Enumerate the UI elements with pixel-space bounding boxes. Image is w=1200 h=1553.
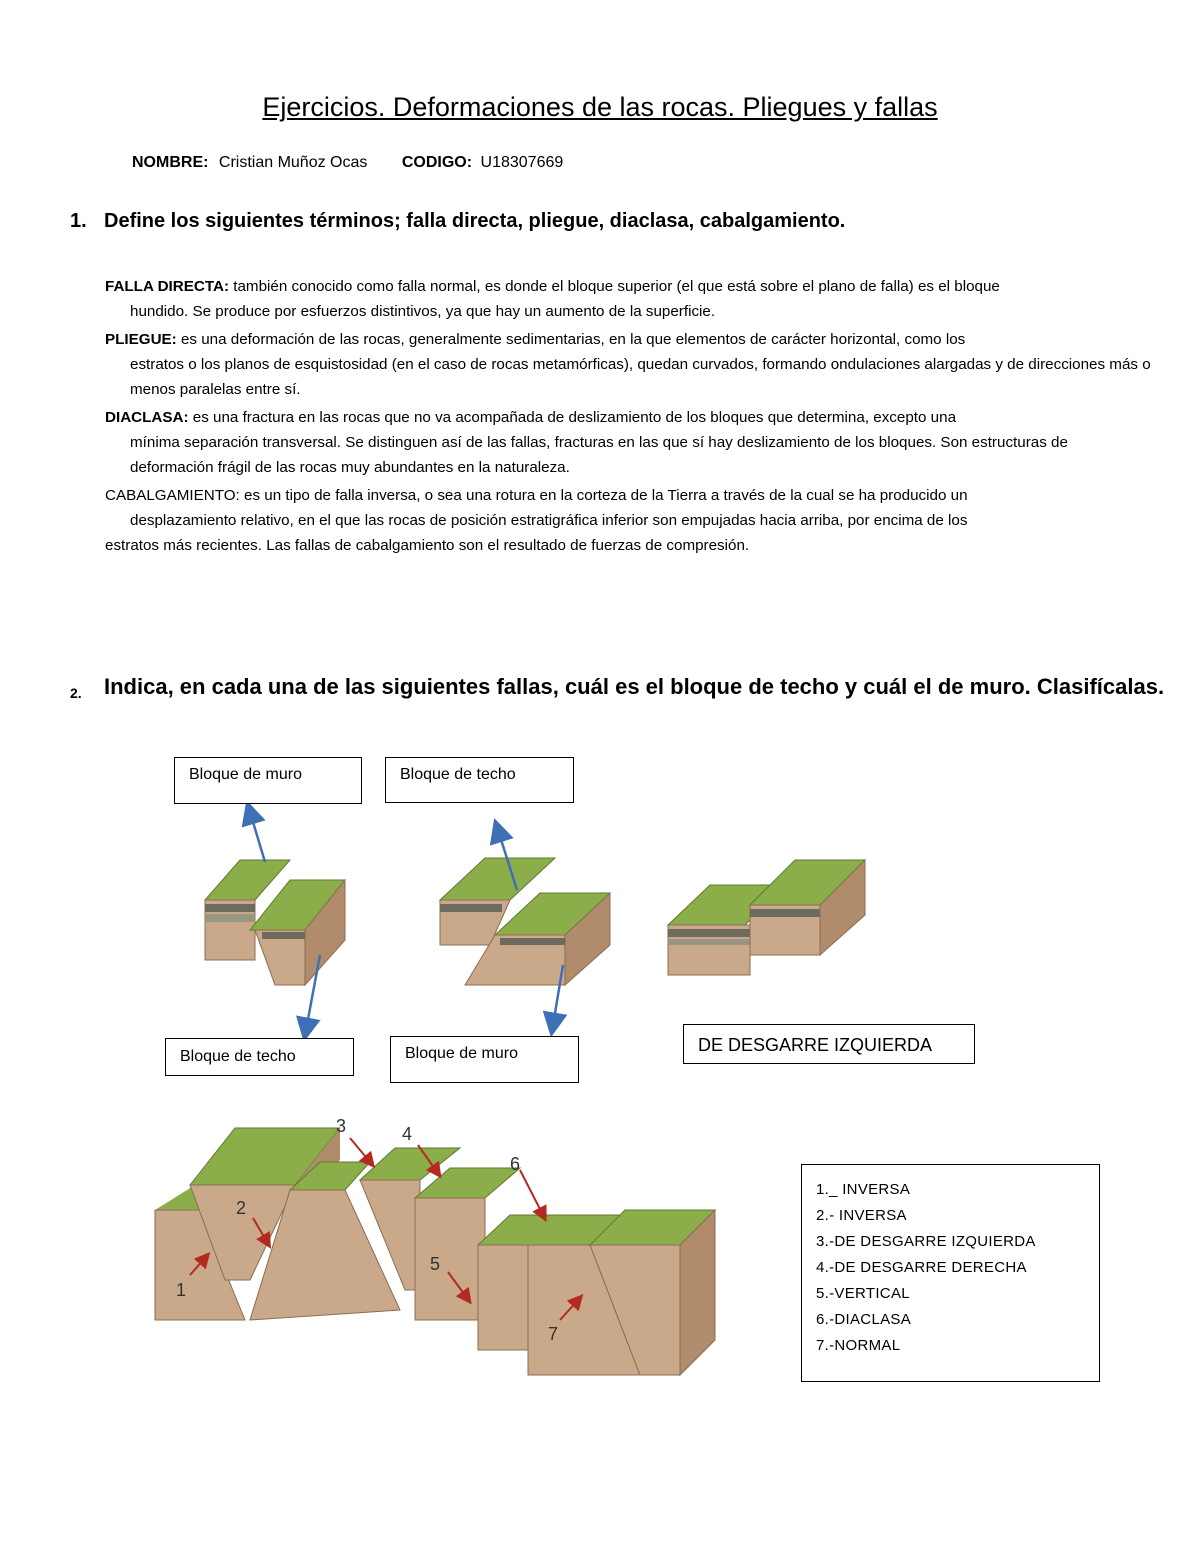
diagram-number-6: 6 [510,1154,521,1174]
definition-continuation-2: estratos más recientes. Las fallas de cabalgamiento son el resultado de fuerzas de compresión. [105,537,750,554]
label-fault1-bottom: Bloque de techo [165,1038,354,1076]
fault-block-2 [440,858,610,985]
answer-item: 7.-NORMAL [816,1337,901,1354]
name-label: NOMBRE: [132,154,209,171]
definition-continuation: hundido. Se produce por esfuerzos distintivos, ya que hay un aumento de la superficie. [130,303,716,320]
definition-line: es una deformación de las rocas, generalmente sedimentarias, en la que elementos de carácter horizontal, como los [180,331,966,348]
diagram-number-4: 4 [402,1124,413,1144]
definition-term: FALLA DIRECTA: [105,278,230,295]
diagram-number-3: 3 [336,1116,347,1136]
diagram-number-5: 5 [430,1254,441,1274]
question-1-text: Define los siguientes términos; falla directa, pliegue, diaclasa, cabalgamiento. [104,210,846,232]
label-fault2-bottom: Bloque de muro [390,1036,579,1083]
definition-term: PLIEGUE: [105,331,177,348]
fault-block-3 [668,860,865,975]
definition-continuation: desplazamiento relativo, en el que las rocas de posición estratigráfica inferior son empujadas hacia arriba, por encima de los [130,512,968,529]
definition-term: CABALGAMIENTO: [105,487,240,504]
label-fault3-classification: DE DESGARRE IZQUIERDA [683,1024,975,1064]
diagram-number-7: 7 [548,1324,559,1344]
code-value: U18307669 [480,154,564,171]
answer-item: 5.-VERTICAL [816,1285,910,1302]
answer-item: 2.- INVERSA [816,1207,907,1224]
definition-continuation: estratos o los planos de esquistosidad (en el caso de rocas metamórficas), quedan curvados, formando ondulaciones alargadas y de direcciones más o menos paralelas entre sí. [130,356,1151,398]
diagram-number-1: 1 [176,1280,187,1300]
question-1-number: 1. [70,210,87,232]
definition-line: es un tipo de falla inversa, o sea una rotura en la corteza de la Tierra a través de la cual se ha producido un [244,487,968,504]
label-fault1-top: Bloque de muro [174,757,362,804]
definition-line: también conocido como falla normal, es donde el bloque superior (el que está sobre el plano de falla) es el bloque [233,278,1000,295]
name-value: Cristian Muñoz Ocas [218,154,368,171]
answer-item: 1._ INVERSA [816,1181,911,1198]
answer-item: 4.-DE DESGARRE DERECHA [816,1259,1027,1276]
page-title: Ejercicios. Deformaciones de las rocas. Pliegues y fallas [262,92,938,122]
label-fault2-top: Bloque de techo [385,757,574,803]
fault-block-1 [205,860,345,985]
answer-item: 6.-DIACLASA [816,1311,911,1328]
definition-term: DIACLASA: [105,409,189,426]
definition-continuation: mínima separación transversal. Se distinguen así de las fallas, fracturas en las que sí hay deslizamiento de los bloques. Son estructuras de deformación frágil de las rocas muy abundantes en la naturaleza. [130,434,1068,476]
answers-box [801,1164,1100,1382]
question-2-text: Indica, en cada una de las siguientes fallas, cuál es el bloque de techo y cuál el de muro. Clasifícalas. [104,674,1165,699]
multi-fault-diagram [155,1128,715,1375]
diagram-number-2: 2 [236,1198,247,1218]
answer-item: 3.-DE DESGARRE IZQUIERDA [816,1233,1036,1250]
code-label: CODIGO: [401,154,473,171]
question-2-number: 2. [70,685,82,701]
definition-line: es una fractura en las rocas que no va acompañada de deslizamiento de los bloques que determina, excepto una [192,409,957,426]
